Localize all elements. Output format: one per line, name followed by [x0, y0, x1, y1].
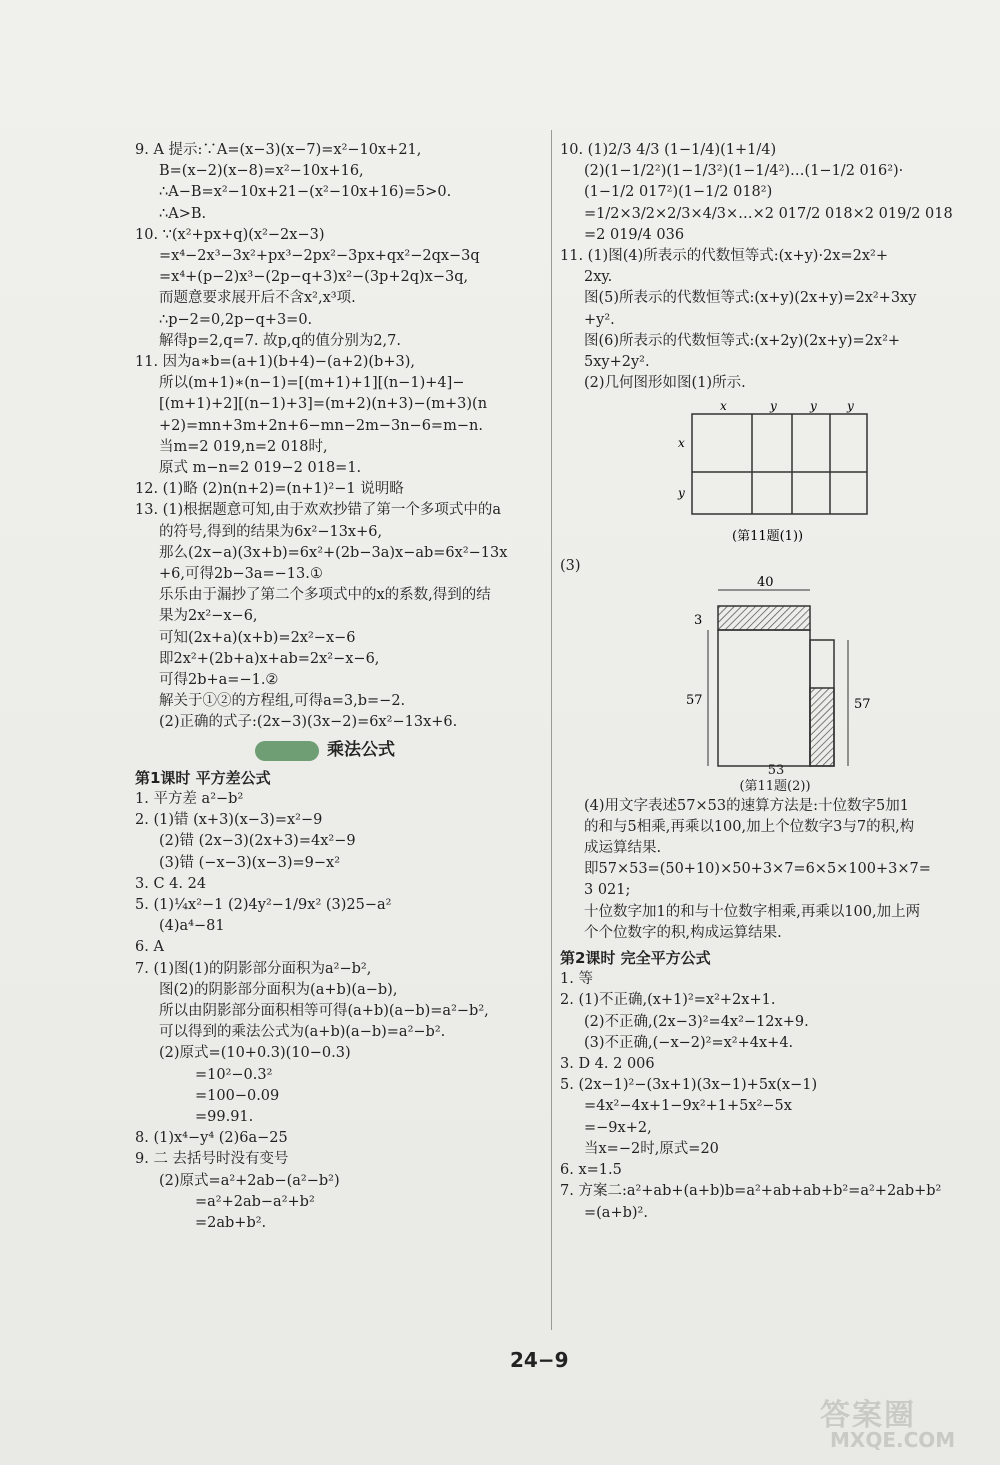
top-label-y2: y: [810, 400, 817, 414]
answer-line: 11. (1)图(4)所表示的代数恒等式:(x+y)·2x=2x²+: [560, 248, 888, 265]
answer-line: 乐乐由于漏抄了第二个多项式中的x的系数,得到的结: [159, 587, 491, 604]
dim-side-3: 3: [694, 612, 703, 628]
answer-line: 9. 二 去括号时没有变号: [135, 1151, 289, 1168]
answer-line: (2)不正确,(2x−3)²=4x²−12x+9.: [584, 1013, 809, 1030]
answer-line: 12. (1)略 (2)n(n+2)=(n+1)²−1 说明略: [135, 481, 404, 498]
rectangle-diagram: [560, 568, 970, 768]
answer-line: ∴A−B=x²−10x+21−(x²−10x+16)=5>0.: [159, 184, 452, 201]
answer-line: 当x=−2时,原式=20: [584, 1140, 719, 1157]
answer-line: 7. 方案二:a²+ab+(a+b)b=a²+ab+ab+b²=a²+2ab+b²: [560, 1183, 942, 1200]
answer-line: 图(2)的阴影部分面积为(a+b)(a−b),: [159, 981, 398, 998]
answer-line: (3)错 (−x−3)(x−3)=9−x²: [159, 854, 341, 871]
answer-line: 图(5)所表示的代数恒等式:(x+y)(2x+y)=2x²+3xy: [584, 290, 917, 307]
answer-line: 即57×53=(50+10)×50+3×7=6×5×100+3×7=: [584, 861, 931, 878]
side-label-y: y: [678, 486, 685, 501]
answer-line: 可知(2x+a)(x+b)=2x²−x−6: [159, 629, 356, 646]
lesson2-title: 第2课时 完全平方公式: [560, 949, 711, 968]
answer-line: 原式 m−n=2 019−2 018=1.: [159, 460, 362, 477]
answer-line: 的符号,得到的结果为6x²−13x+6,: [159, 523, 383, 540]
answer-line: 的和与5相乘,再乘以100,加上个位数字3与7的积,构: [584, 818, 915, 835]
figure-11-2: [560, 568, 970, 794]
section-title: 乘法公式: [327, 740, 395, 761]
answer-line: +y².: [584, 311, 615, 328]
answer-line: 解关于①②的方程组,可得a=3,b=−2.: [159, 693, 406, 710]
top-label-x: x: [720, 400, 727, 414]
answer-line: 10. (1)2/3 4/3 (1−1/4)(1+1/4): [560, 142, 777, 158]
answer-line: 十位数字加1的和与十位数字相乘,再乘以100,加上两: [584, 903, 921, 920]
answer-line: 成运算结果.: [584, 840, 662, 857]
answer-line: 9. A 提示:∵A=(x−3)(x−7)=x²−10x+21,: [135, 142, 422, 158]
answer-line: 11. 因为a∗b=(a+1)(b+4)−(a+2)(b+3),: [135, 354, 415, 371]
answer-line: 3. C 4. 24: [135, 875, 207, 892]
answer-line: 所以(m+1)∗(n−1)=[(m+1)+1][(n−1)+4]−: [159, 375, 465, 392]
item-3-label: (3): [560, 558, 581, 575]
lesson1-title: 第1课时 平方差公式: [135, 768, 271, 787]
right-answer-block: [560, 140, 970, 394]
answer-line: 即2x²+(2b+a)x+ab=2x²−x−6,: [159, 650, 380, 667]
answer-line: =2ab+b².: [195, 1214, 267, 1231]
answer-line: 1. 等: [560, 971, 593, 988]
watermark-url: MXQE.COM: [830, 1428, 956, 1452]
answer-line: 1. 平方差 a²−b²: [135, 790, 244, 807]
answer-line: 2. (1)错 (x+3)(x−3)=x²−9: [135, 812, 323, 829]
answer-line: 那么(2x−a)(3x+b)=6x²+(2b−3a)x−ab=6x²−13x: [159, 544, 508, 561]
answer-line: (4)a⁴−81: [159, 918, 225, 935]
section-banner: [255, 738, 545, 764]
answer-line: (2)原式=a²+2ab−(a²−b²): [159, 1172, 340, 1189]
answer-line: 13. (1)根据题意可知,由于欢欢抄错了第一个多项式中的a: [135, 502, 501, 519]
answer-line: =4x²−4x+1−9x²+1+5x²−5x: [584, 1098, 792, 1115]
answer-line: 而题意要求展开后不含x²,x³项.: [159, 290, 356, 307]
dim-top-40: 40: [757, 574, 774, 590]
left-column: [135, 140, 545, 1234]
answer-line: =(a+b)².: [584, 1204, 648, 1221]
answer-line: 5. (2x−1)²−(3x+1)(3x−1)+5x(x−1): [560, 1077, 818, 1094]
figure-caption: (第11题(1)): [732, 529, 804, 545]
answer-line: 当m=2 019,n=2 018时,: [159, 438, 328, 455]
answer-line: [(m+1)+2][(n−1)+3]=(m+2)(n+3)−(m+3)(n: [159, 396, 488, 413]
answer-line: =−9x+2,: [584, 1119, 652, 1136]
answer-line: (2)错 (2x−3)(2x+3)=4x²−9: [159, 833, 356, 850]
answer-line: 2xy.: [584, 269, 613, 286]
figure-11-1: [560, 400, 970, 550]
answer-line: (2)几何图形如图(1)所示.: [584, 375, 746, 392]
item-4-answer: [560, 796, 970, 944]
figure-2-caption: (第11题(2)): [739, 778, 811, 794]
top-label-y3: y: [847, 400, 854, 414]
answer-line: =99.91.: [195, 1108, 254, 1125]
answer-line: B=(x−2)(x−8)=x²−10x+16,: [159, 163, 364, 180]
answer-line: =10²−0.3²: [195, 1066, 273, 1083]
answer-line: (1−1/2 017²)(1−1/2 018²): [584, 184, 773, 201]
side-label-x: x: [678, 436, 685, 451]
answer-line: 8. (1)x⁴−y⁴ (2)6a−25: [135, 1130, 288, 1147]
answer-line: (2)原式=(10+0.3)(10−0.3): [159, 1045, 351, 1062]
dim-right-57: 57: [854, 696, 871, 712]
answer-line: 6. A: [135, 939, 164, 956]
page-number: 24−9: [510, 1348, 569, 1372]
answer-line: =2 019/4 036: [584, 226, 685, 243]
answer-line: =100−0.09: [195, 1087, 280, 1104]
answer-line: =x⁴+(p−2)x³−(2p−q+3)x²−(3p+2q)x−3q,: [159, 269, 469, 286]
section-tag: [255, 741, 319, 761]
answer-line: ∴A>B.: [159, 205, 207, 222]
answer-line: 3 021;: [584, 882, 631, 899]
answer-line: 7. (1)图(1)的阴影部分面积为a²−b²,: [135, 960, 372, 977]
answer-line: 图(6)所表示的代数恒等式:(x+2y)(2x+y)=2x²+: [584, 332, 901, 349]
answer-line: ∴p−2=0,2p−q+3=0.: [159, 311, 313, 328]
answer-line: =a²+2ab−a²+b²: [195, 1193, 315, 1210]
answer-line: (2)正确的式子:(2x−3)(3x−2)=6x²−13x+6.: [159, 714, 458, 731]
answer-line: =1/2×3/2×2/3×4/3×…×2 017/2 018×2 019/2 018: [584, 205, 953, 222]
answer-line: (4)用文字表述57×53的速算方法是:十位数字5加1: [584, 797, 909, 814]
answer-line: 所以由阴影部分面积相等可得(a+b)(a−b)=a²−b²,: [159, 1002, 489, 1019]
left-answer-block: [135, 140, 545, 734]
answer-line: 5xy+2y².: [584, 354, 650, 371]
answer-line: 个个位数字的积,构成运算结果.: [584, 924, 782, 941]
lesson1-answers: [135, 789, 545, 1234]
dim-left-57: 57: [686, 692, 703, 708]
top-label-y1: y: [770, 400, 777, 414]
answer-line: 解得p=2,q=7. 故p,q的值分别为2,7.: [159, 332, 401, 349]
answer-line: 可以得到的乘法公式为(a+b)(a−b)=a²−b².: [159, 1024, 446, 1041]
answer-line: 5. (1)¼x²−1 (2)4y²−1/9x² (3)25−a²: [135, 896, 392, 913]
answer-line: 10. ∵(x²+px+q)(x²−2x−3): [135, 226, 325, 243]
grid-diagram: [560, 400, 970, 550]
answer-line: (3)不正确,(−x−2)²=x²+4x+4.: [584, 1034, 794, 1051]
dim-bottom-53: 53: [767, 762, 785, 778]
answer-line: 2. (1)不正确,(x+1)²=x²+2x+1.: [560, 992, 776, 1009]
answer-line: 可得2b+a=−1.②: [159, 672, 279, 689]
answer-line: 3. D 4. 2 006: [560, 1056, 655, 1073]
answer-line: 6. x=1.5: [560, 1162, 622, 1179]
watermark-logo: 答案圈: [820, 1398, 916, 1433]
answer-line: =x⁴−2x³−3x²+px³−2px²−3px+qx²−2qx−3q: [159, 248, 480, 265]
answer-line: +2)=mn+3m+2n+6−mn−2m−3n−6=m−n.: [159, 417, 483, 434]
lesson2-answers: [560, 969, 970, 1223]
column-divider: [551, 130, 552, 1330]
answer-line: +6,可得2b−3a=−13.①: [159, 566, 323, 583]
answer-line: (2)(1−1/2²)(1−1/3²)(1−1/4²)…(1−1/2 016²)·: [584, 163, 904, 180]
right-column: [560, 140, 970, 1224]
answer-line: 果为2x²−x−6,: [159, 608, 258, 625]
